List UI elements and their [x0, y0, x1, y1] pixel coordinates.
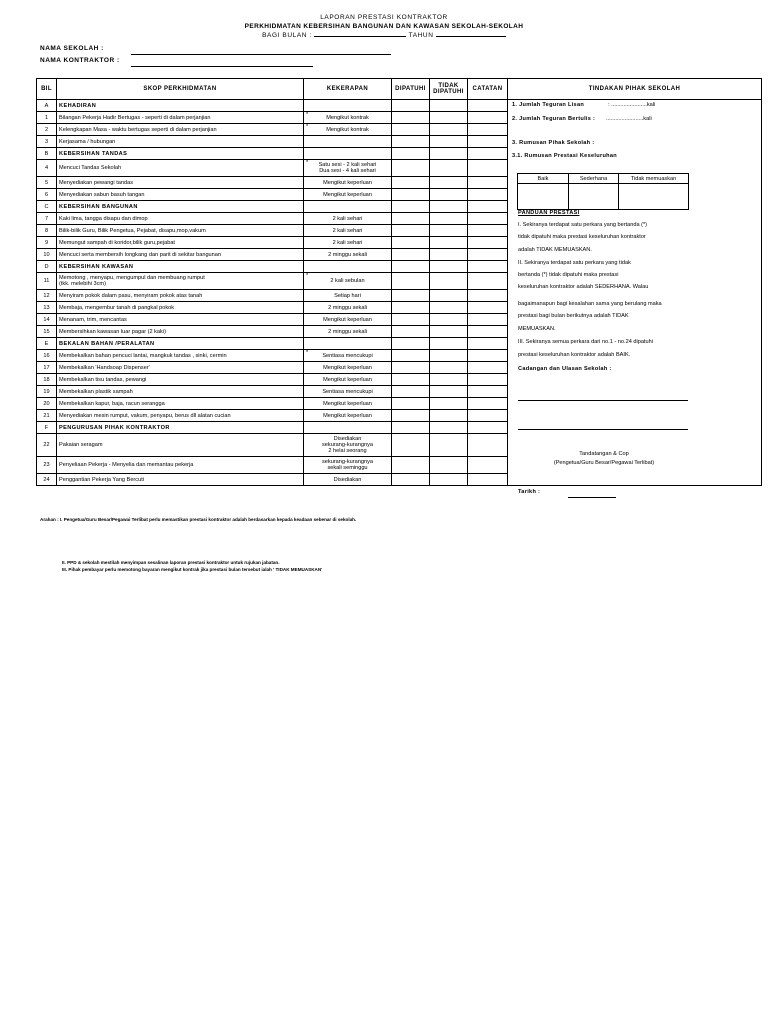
row-skop	[57, 457, 304, 474]
row-tidak-dipatuhi-cell[interactable]	[430, 386, 468, 398]
row-skop-text: Membekalkan 'Handsoap Dispenser'	[59, 364, 150, 371]
row-dipatuhi-cell[interactable]	[392, 326, 430, 338]
row-kekerapan	[304, 474, 392, 486]
row-kekerapan-text: 2 minggu sekali	[328, 304, 367, 311]
row-dipatuhi-cell[interactable]	[392, 261, 430, 273]
row-skop-text: KEBERSIHAN BANGUNAN	[59, 203, 138, 210]
row-bil: 14	[37, 314, 57, 326]
row-dipatuhi-cell[interactable]	[392, 422, 430, 434]
row-dipatuhi-cell[interactable]	[392, 290, 430, 302]
row-tidak-dipatuhi-cell[interactable]	[430, 338, 468, 350]
row-kekerapan-text: Mengikut keperluan	[323, 412, 372, 419]
row-skop	[57, 100, 304, 112]
row-skop-text: Menyiram pokok dalam pasu, menyiram pokok atas tanah	[59, 292, 203, 299]
row-skop	[57, 189, 304, 201]
row-dipatuhi-cell[interactable]	[392, 474, 430, 486]
row-skop-text: PENGURUSAN PIHAK KONTRAKTOR	[59, 424, 170, 431]
row-skop-text: BEKALAN BAHAN /PERALATAN	[59, 340, 155, 347]
row-catatan-cell[interactable]	[468, 225, 508, 237]
row-tidak-dipatuhi-cell[interactable]	[430, 290, 468, 302]
col-bil: BIL	[37, 79, 57, 100]
row-skop	[57, 302, 304, 314]
row-kekerapan	[304, 201, 392, 213]
row-catatan-cell[interactable]	[468, 302, 508, 314]
tandatangan-label: Tandatangan & Cop	[579, 451, 629, 457]
row-kekerapan	[304, 362, 392, 374]
row-skop-text: Bilik-bilik Guru, Bilik Pengetua, Pejabat, disapu,mop,vakum	[59, 227, 206, 234]
row-tidak-dipatuhi-cell[interactable]	[430, 136, 468, 148]
row-dipatuhi-cell[interactable]	[392, 434, 430, 457]
row-kekerapan-text: 2 kali sehari	[332, 227, 363, 234]
row-bil: 21	[37, 410, 57, 422]
row-bil: C	[37, 201, 57, 213]
row-skop-text: Menyediakan sabun basuh tangan	[59, 191, 145, 198]
row-skop-text: Mencuci serta membersih longkang dan parit di sekitar bangunan	[59, 251, 222, 258]
row-tidak-dipatuhi-cell[interactable]	[430, 148, 468, 160]
row-tidak-dipatuhi-cell[interactable]	[430, 374, 468, 386]
row-skop	[57, 474, 304, 486]
row-kekerapan-text: Sentiasa mencukupi	[322, 388, 373, 395]
row-bil: D	[37, 261, 57, 273]
rating-tidak-memuaskan-label: Tidak memuaskan	[619, 174, 689, 184]
row-bil: 3	[37, 136, 57, 148]
row-skop-text: KEHADIRAN	[59, 102, 97, 109]
row-kekerapan-text: Mengikut keperluan	[323, 179, 372, 186]
row-catatan-cell[interactable]	[468, 374, 508, 386]
row-tidak-dipatuhi-cell[interactable]	[430, 273, 468, 290]
row-kekerapan-text: Sentiasa mencukupi	[322, 352, 373, 359]
row-kekerapan-text: 2 minggu sekali	[328, 328, 367, 335]
row-kekerapan-text: Mengikut kontrak	[326, 114, 369, 121]
row-skop	[57, 374, 304, 386]
row-kekerapan	[304, 302, 392, 314]
mandatory-star: *	[306, 112, 309, 118]
teguran-bertulis-value[interactable]: ........................kali	[606, 116, 652, 122]
row-bil: 24	[37, 474, 57, 486]
teguran-lisan-value[interactable]: : .......................kali	[608, 102, 656, 108]
row-catatan-cell[interactable]	[468, 112, 508, 124]
row-skop	[57, 326, 304, 338]
panduan-line: bagaimanapun bagi kesalahan sama yang berulang maka	[518, 301, 662, 307]
row-dipatuhi-cell[interactable]	[392, 100, 430, 112]
row-bil: 8	[37, 225, 57, 237]
row-kekerapan	[304, 273, 392, 290]
table-header-row	[37, 79, 762, 100]
row-kekerapan	[304, 350, 392, 362]
row-skop	[57, 213, 304, 225]
bulan-label: BAGI BULAN :	[262, 32, 312, 39]
row-dipatuhi-cell[interactable]	[392, 136, 430, 148]
row-skop-text-2: (tkk. melebihi 3cm)	[59, 281, 106, 287]
row-skop	[57, 160, 304, 177]
row-catatan-cell[interactable]	[468, 398, 508, 410]
row-bil: 16	[37, 350, 57, 362]
row-bil: 5	[37, 177, 57, 189]
row-kekerapan-text: 2 minggu sekali	[328, 251, 367, 258]
row-skop	[57, 398, 304, 410]
row-skop	[57, 410, 304, 422]
row-catatan-cell[interactable]	[468, 189, 508, 201]
row-dipatuhi-cell[interactable]	[392, 189, 430, 201]
row-tidak-dipatuhi-cell[interactable]	[430, 261, 468, 273]
row-skop	[57, 362, 304, 374]
row-kekerapan-text: 2 helai seorang	[328, 448, 367, 454]
row-bil: 7	[37, 213, 57, 225]
row-dipatuhi-cell[interactable]	[392, 237, 430, 249]
row-tidak-dipatuhi-cell[interactable]	[430, 350, 468, 362]
row-skop-text: Kerjasama / hubungan	[59, 138, 116, 145]
row-skop-text: Membekalkan kapur, baja, racun serangga	[59, 400, 165, 407]
row-tidak-dipatuhi-cell[interactable]	[430, 124, 468, 136]
teguran-lisan-label: 1. Jumlah Teguran Lisan	[512, 102, 585, 108]
row-skop-text: Membekalkan bahan pencuci lantai, mangkuk tandas , sinki, cermin	[59, 352, 227, 359]
cadangan-line-2[interactable]	[518, 429, 688, 430]
row-kekerapan-text: Mengikut keperluan	[323, 191, 372, 198]
row-skop	[57, 261, 304, 273]
row-dipatuhi-cell[interactable]	[392, 273, 430, 290]
row-dipatuhi-cell[interactable]	[392, 249, 430, 261]
row-kekerapan-text: sekali seminggu	[327, 465, 368, 471]
row-tidak-dipatuhi-cell[interactable]	[430, 213, 468, 225]
mandatory-star: *	[306, 160, 309, 166]
row-catatan-cell[interactable]	[468, 338, 508, 350]
row-tidak-dipatuhi-cell[interactable]	[430, 314, 468, 326]
row-catatan-cell[interactable]	[468, 261, 508, 273]
row-dipatuhi-cell[interactable]	[392, 457, 430, 474]
row-tidak-dipatuhi-cell[interactable]	[430, 398, 468, 410]
row-skop	[57, 201, 304, 213]
row-kekerapan	[304, 434, 392, 457]
row-skop-text: Membekalkan tisu tandas, pewangi	[59, 376, 147, 383]
cadangan-label: Cadangan dan Ulasan Sekolah :	[518, 366, 612, 372]
row-kekerapan	[304, 290, 392, 302]
row-kekerapan	[304, 386, 392, 398]
row-skop-text: Mencuci Tandas Sekolah	[59, 165, 122, 171]
row-dipatuhi-cell[interactable]	[392, 338, 430, 350]
panduan-line: II. Sekiranya terdapat satu perkara yang tidak	[518, 260, 631, 266]
row-dipatuhi-cell[interactable]	[392, 314, 430, 326]
row-catatan-cell[interactable]	[468, 474, 508, 486]
mandatory-star: *	[306, 124, 309, 130]
rating-table	[517, 173, 689, 210]
row-kekerapan-text: Mengikut keperluan	[323, 364, 372, 371]
row-skop-text: Bilangan Pekerja Hadir Bertugas - seperti di dalam perjanjian	[59, 114, 211, 121]
row-skop	[57, 112, 304, 124]
report-period	[0, 32, 768, 39]
row-tidak-dipatuhi-cell[interactable]	[430, 457, 468, 474]
row-kekerapan-text: 2 kali sebulan	[330, 278, 365, 284]
row-kekerapan	[304, 124, 392, 136]
row-bil: 4	[37, 160, 57, 177]
footnote-arahan: Arahan : I. Pengetua/Guru Besar/Pegawai Terlibat perlu memastikan prestasi kontraktor adalah berdasarkan kepada keadaan sebenar di sekolah.	[40, 517, 357, 522]
row-kekerapan	[304, 314, 392, 326]
row-dipatuhi-cell[interactable]	[392, 225, 430, 237]
row-catatan-cell[interactable]	[468, 457, 508, 474]
row-dipatuhi-cell[interactable]	[392, 374, 430, 386]
row-bil: 10	[37, 249, 57, 261]
row-catatan-cell[interactable]	[468, 362, 508, 374]
row-bil: 20	[37, 398, 57, 410]
row-catatan-cell[interactable]	[468, 237, 508, 249]
row-skop	[57, 290, 304, 302]
row-catatan-cell[interactable]	[468, 100, 508, 112]
row-dipatuhi-cell[interactable]	[392, 148, 430, 160]
nama-kontraktor-field[interactable]	[131, 66, 313, 67]
row-tidak-dipatuhi-cell[interactable]	[430, 189, 468, 201]
row-catatan-cell[interactable]	[468, 434, 508, 457]
row-catatan-cell[interactable]	[468, 290, 508, 302]
row-dipatuhi-cell[interactable]	[392, 112, 430, 124]
col-kekerapan: KEKERAPAN	[304, 79, 392, 100]
row-skop-text: KEBERSIHAN KAWASAN	[59, 263, 134, 270]
report-subtitle: PERKHIDMATAN KEBERSIHAN BANGUNAN DAN KAWASAN SEKOLAH-SEKOLAH	[244, 23, 524, 30]
tarikh-label: Tarikh :	[518, 489, 541, 495]
row-skop	[57, 273, 304, 290]
nama-sekolah-label: NAMA SEKOLAH :	[40, 45, 104, 52]
row-dipatuhi-cell[interactable]	[392, 398, 430, 410]
row-kekerapan	[304, 374, 392, 386]
performance-table	[36, 78, 762, 486]
rating-baik-box[interactable]	[518, 184, 569, 210]
row-kekerapan	[304, 261, 392, 273]
row-kekerapan	[304, 326, 392, 338]
row-kekerapan	[304, 398, 392, 410]
row-tidak-dipatuhi-cell[interactable]	[430, 410, 468, 422]
row-bil: A	[37, 100, 57, 112]
row-catatan-cell[interactable]	[468, 249, 508, 261]
tarikh-field[interactable]	[568, 497, 616, 498]
row-tidak-dipatuhi-cell[interactable]	[430, 434, 468, 457]
row-kekerapan-text: sekurang-kurangnya	[322, 459, 373, 465]
row-bil: F	[37, 422, 57, 434]
row-bil: 6	[37, 189, 57, 201]
row-kekerapan	[304, 160, 392, 177]
row-skop	[57, 136, 304, 148]
row-skop-text: KEBERSIHAN TANDAS	[59, 150, 128, 157]
report-title: LAPORAN PRESTASI KONTRAKTOR	[320, 14, 448, 21]
row-skop	[57, 350, 304, 362]
panduan-line: prestasi keseluruhan kontraktor adalah BAIK.	[518, 352, 631, 358]
row-tidak-dipatuhi-cell[interactable]	[430, 100, 468, 112]
row-tidak-dipatuhi-cell[interactable]	[430, 474, 468, 486]
row-catatan-cell[interactable]	[468, 177, 508, 189]
teguran-bertulis-label: 2. Jumlah Teguran Bertulis :	[512, 116, 596, 122]
row-kekerapan	[304, 189, 392, 201]
row-skop	[57, 386, 304, 398]
panduan-line: MEMUASKAN.	[518, 326, 556, 332]
row-kekerapan	[304, 410, 392, 422]
row-skop-text: Membersihkan kawasan luar pagar (2 kaki)	[59, 328, 166, 335]
row-dipatuhi-cell[interactable]	[392, 177, 430, 189]
row-kekerapan-text: Mengikut keperluan	[323, 400, 372, 407]
row-catatan-cell[interactable]	[468, 213, 508, 225]
row-tidak-dipatuhi-cell[interactable]	[430, 302, 468, 314]
row-bil: 22	[37, 434, 57, 457]
row-skop-text: Penggantian Pekerja Yang Bercuti	[59, 476, 145, 483]
row-skop	[57, 148, 304, 160]
row-skop-text: Kelengkapan Masa - waktu bertugas seperti di dalam perjanjian	[59, 126, 217, 133]
row-dipatuhi-cell[interactable]	[392, 386, 430, 398]
row-skop-text: Menyediakan pewangi tandas	[59, 179, 134, 186]
row-skop	[57, 314, 304, 326]
row-skop-text: Menyediakan mesin rumput, vakum, penyapu, berus dll alatan cucian	[59, 412, 231, 419]
row-kekerapan-text: Mengikut kontrak	[326, 126, 369, 133]
row-catatan-cell[interactable]	[468, 273, 508, 290]
panduan-line: tidak dipatuhi maka prestasi keseluruhan kontraktor	[518, 234, 646, 240]
row-catatan-cell[interactable]	[468, 410, 508, 422]
rating-baik-label: Baik	[518, 174, 569, 184]
footnote-iii: III. Pihak pembayar perlu memotong bayaran mengikut kontrak jika prestasi bulan tersebut ialah ' TIDAK MEMUASKAN'	[62, 567, 323, 572]
row-kekerapan	[304, 422, 392, 434]
tahun-label: TAHUN	[408, 32, 434, 39]
row-kekerapan	[304, 249, 392, 261]
row-tidak-dipatuhi-cell[interactable]	[430, 160, 468, 177]
row-bil: B	[37, 148, 57, 160]
row-skop-text: Membekalkan plastik sampah	[59, 388, 133, 395]
row-kekerapan-text: Disediakan	[333, 476, 362, 483]
row-catatan-cell[interactable]	[468, 422, 508, 434]
row-tidak-dipatuhi-cell[interactable]	[430, 225, 468, 237]
row-bil: 9	[37, 237, 57, 249]
footnote-ii: II. PPD & sekolah mestilah menyimpan sesalinan laporan prestasi kontraktor untuk rujukan jabatan.	[62, 560, 280, 565]
col-tindakan: TINDAKAN PIHAK SEKOLAH	[508, 79, 762, 100]
row-bil: E	[37, 338, 57, 350]
row-skop	[57, 434, 304, 457]
row-kekerapan	[304, 112, 392, 124]
tandatangan-sublabel: (Pengetua/Guru Besar/Pegawai Terlibat)	[553, 460, 655, 466]
row-bil: 11	[37, 273, 57, 290]
col-skop: SKOP PERKHIDMATAN	[57, 79, 304, 100]
row-tidak-dipatuhi-cell[interactable]	[430, 112, 468, 124]
row-bil: 18	[37, 374, 57, 386]
row-dipatuhi-cell[interactable]	[392, 213, 430, 225]
row-kekerapan	[304, 100, 392, 112]
row-skop-text: Penyeliaan Pekerja - Menyelia dan memantau pekerja	[59, 462, 194, 468]
row-catatan-cell[interactable]	[468, 148, 508, 160]
row-tidak-dipatuhi-cell[interactable]	[430, 177, 468, 189]
row-catatan-cell[interactable]	[468, 136, 508, 148]
row-skop	[57, 124, 304, 136]
row-dipatuhi-cell[interactable]	[392, 302, 430, 314]
row-kekerapan-text: Setiap hari	[334, 292, 361, 299]
row-skop-text: Memungut sampah di koridor,bilik guru,pejabat	[59, 239, 175, 246]
row-dipatuhi-cell[interactable]	[392, 350, 430, 362]
row-tidak-dipatuhi-cell[interactable]	[430, 362, 468, 374]
row-kekerapan	[304, 338, 392, 350]
row-skop-text: Membaja, mengembur tanah di pangkal pokok	[59, 304, 175, 311]
row-skop	[57, 422, 304, 434]
row-kekerapan-text: Satu sesi - 2 kali sehari	[318, 162, 377, 168]
row-bil: 2	[37, 124, 57, 136]
row-kekerapan-text: sekurang-kurangnya	[322, 442, 373, 448]
row-kekerapan	[304, 213, 392, 225]
row-kekerapan	[304, 225, 392, 237]
row-skop-text: Menanam, trim, mencantas	[59, 316, 127, 323]
row-catatan-cell[interactable]	[468, 326, 508, 338]
nama-sekolah-field[interactable]	[131, 54, 391, 55]
row-skop-text: Pakaian seragam	[59, 442, 103, 448]
row-skop	[57, 225, 304, 237]
rating-tidak-memuaskan-box[interactable]	[619, 184, 689, 210]
row-skop	[57, 237, 304, 249]
col-tidak-dipatuhi: TIDAK DIPATUHI	[430, 79, 468, 100]
panduan-line: prestasi bagi bulan berikutnya adalah TIDAK	[518, 313, 629, 319]
rumusan-label: 3. Rumusan Pihak Sekolah :	[512, 140, 595, 146]
row-kekerapan	[304, 177, 392, 189]
row-bil: 1	[37, 112, 57, 124]
panduan-line: adalah TIDAK MEMUASKAN.	[518, 247, 592, 253]
row-kekerapan	[304, 457, 392, 474]
row-bil: 23	[37, 457, 57, 474]
row-tidak-dipatuhi-cell[interactable]	[430, 201, 468, 213]
row-bil: 13	[37, 302, 57, 314]
row-catatan-cell[interactable]	[468, 386, 508, 398]
cadangan-line-1[interactable]	[518, 400, 688, 401]
col-catatan: CATATAN	[468, 79, 508, 100]
row-tidak-dipatuhi-cell[interactable]	[430, 326, 468, 338]
row-bil: 15	[37, 326, 57, 338]
row-dipatuhi-cell[interactable]	[392, 201, 430, 213]
panduan-title: PANDUAN PRESTASI	[518, 210, 580, 216]
row-tidak-dipatuhi-cell[interactable]	[430, 249, 468, 261]
row-kekerapan	[304, 148, 392, 160]
panduan-line: III. Sekiranya semua perkara dari no.1 - no.24 dipatuhi	[518, 339, 653, 345]
row-catatan-cell[interactable]	[468, 201, 508, 213]
row-skop	[57, 249, 304, 261]
panduan-line: bertanda (*) tidak dipatuhi maka prestasi	[518, 272, 619, 278]
row-skop	[57, 177, 304, 189]
row-dipatuhi-cell[interactable]	[392, 160, 430, 177]
row-tidak-dipatuhi-cell[interactable]	[430, 422, 468, 434]
row-kekerapan-text: Mengikut keperluan	[323, 376, 372, 383]
panduan-line: keseluruhan kontraktor adalah SEDERHANA. Walau	[518, 284, 649, 290]
col-dipatuhi: DIPATUHI	[392, 79, 430, 100]
row-kekerapan-text: Disediakan	[333, 436, 362, 442]
row-skop-text: Kaki lima, tangga disapu dan dimop	[59, 215, 148, 222]
nama-kontraktor-label: NAMA KONTRAKTOR :	[40, 57, 120, 64]
row-dipatuhi-cell[interactable]	[392, 362, 430, 374]
row-catatan-cell[interactable]	[468, 160, 508, 177]
row-tidak-dipatuhi-cell[interactable]	[430, 237, 468, 249]
rumusan-keseluruhan-label: 3.1. Rumusan Prestasi Keseluruhan	[512, 153, 618, 159]
row-bil: 12	[37, 290, 57, 302]
row-kekerapan-text: 2 kali sehari	[332, 215, 363, 222]
row-skop-text: Memotong , menyapu, mengumpul dan membuang rumput	[59, 275, 205, 281]
row-kekerapan-text: Dua sesi - 4 kali sehari	[319, 168, 376, 174]
row-kekerapan	[304, 136, 392, 148]
row-dipatuhi-cell[interactable]	[392, 124, 430, 136]
mandatory-star: *	[306, 273, 309, 279]
rating-sederhana-box[interactable]	[569, 184, 619, 210]
row-bil: 17	[37, 362, 57, 374]
row-kekerapan-text: Mengikut keperluan	[323, 316, 372, 323]
row-catatan-cell[interactable]	[468, 314, 508, 326]
mandatory-star: *	[306, 350, 309, 356]
row-kekerapan-text: 2 kali sehari	[332, 239, 363, 246]
row-bil: 19	[37, 386, 57, 398]
row-catatan-cell[interactable]	[468, 350, 508, 362]
row-catatan-cell[interactable]	[468, 124, 508, 136]
rating-sederhana-label: Sederhana	[569, 174, 619, 184]
row-kekerapan	[304, 237, 392, 249]
row-skop	[57, 338, 304, 350]
panduan-line: I. Sekiranya terdapat satu perkara yang bertanda (*)	[518, 222, 648, 228]
row-dipatuhi-cell[interactable]	[392, 410, 430, 422]
